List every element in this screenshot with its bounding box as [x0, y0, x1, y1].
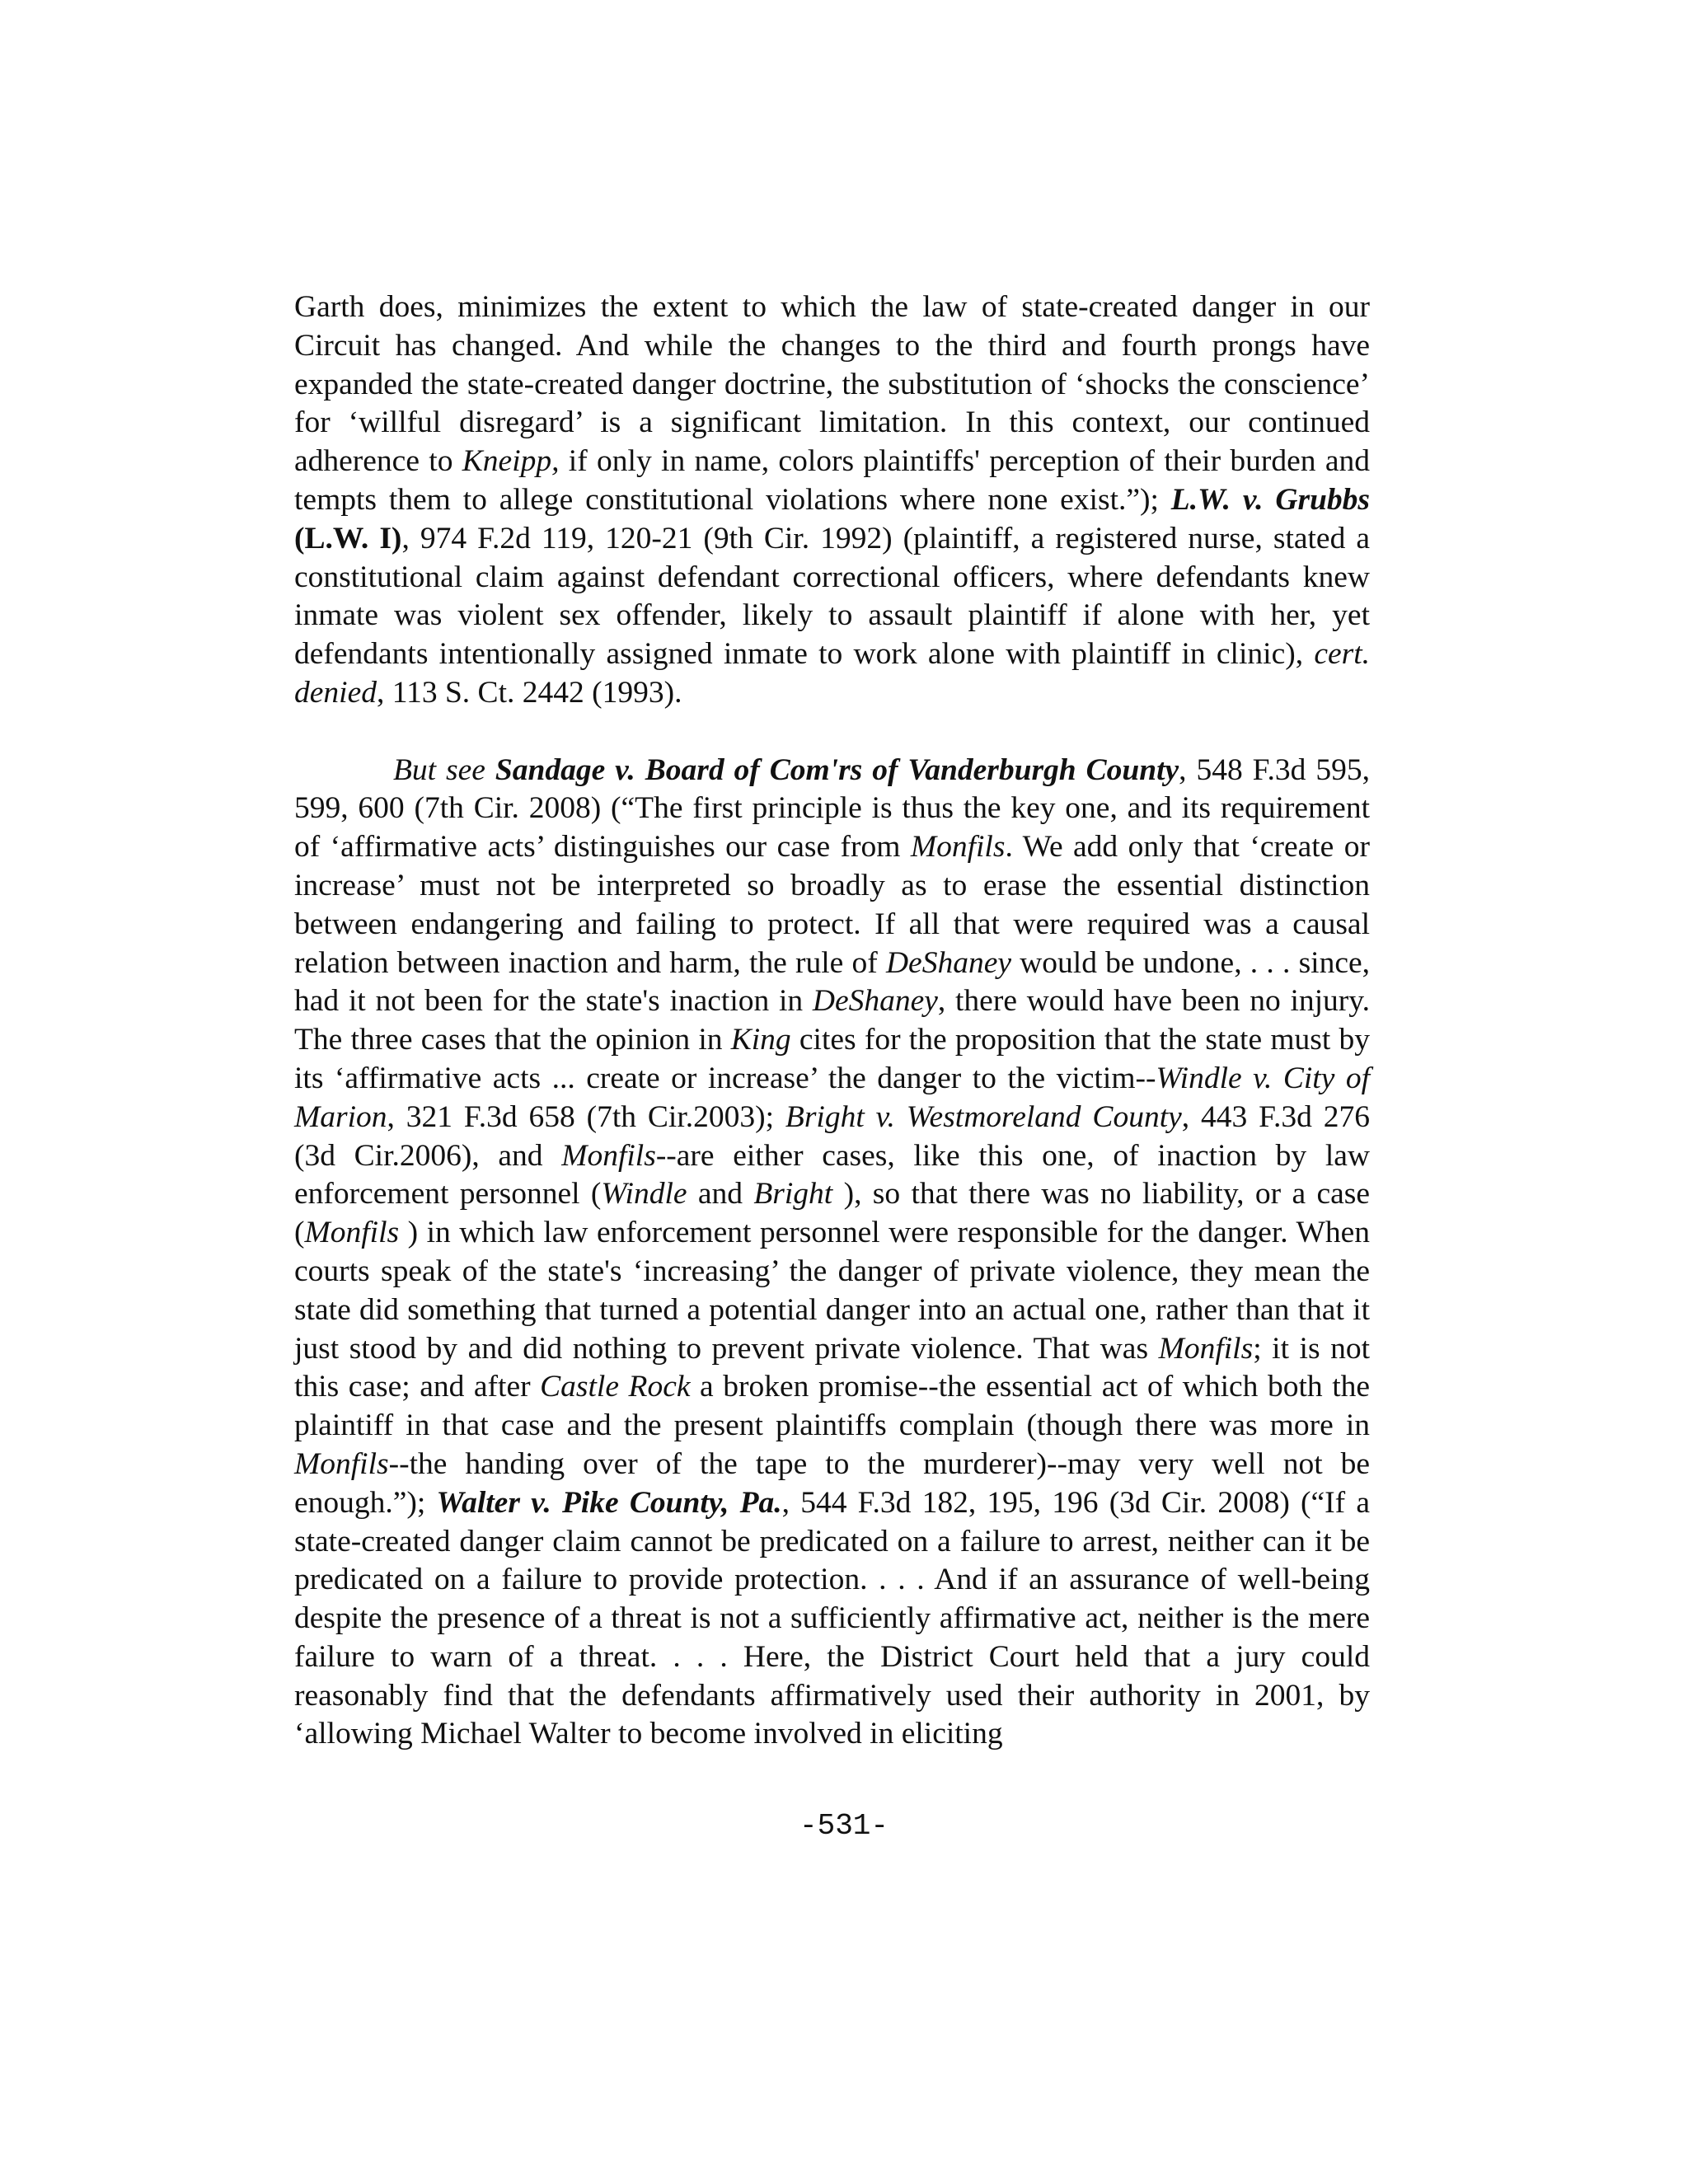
citation-run: (L.W. I): [294, 521, 402, 555]
paragraph: [294, 288, 1370, 713]
text-run: a broken promise--the essential act of which both the plaintiff in that case and the present plaintiffs complain (though there was more in: [294, 1370, 1371, 1443]
citation-run: Monfils: [910, 830, 1006, 865]
citation-run: Windle: [601, 1177, 687, 1212]
citation-run: DeShaney: [812, 984, 938, 1019]
citation-run: Monfils: [561, 1138, 656, 1173]
text-run: , 548 F.3d 595, 599, 600 (7th Cir. 2008) (“The first principle is thus the key one, and its requirement of ‘affirmative acts’ distinguishes our case from: [294, 752, 1370, 865]
text-run: --the handing over of the tape to the murderer)--may very well not be enough.”);: [294, 1446, 1370, 1520]
text-run: , 113 S. Ct. 2442 (1993).: [376, 675, 682, 710]
text-run: ), so that there was no liability, or a case (: [294, 1177, 1370, 1250]
citation-run: Monfils: [294, 1446, 389, 1481]
citation-run: DeShaney: [885, 945, 1011, 980]
text-run: , there would have been no injury. The three cases that the opinion in: [294, 984, 1370, 1057]
text-run: Garth does, minimizes the extent to which the law of state-created danger in our Circuit has changed. And while the changes to the third and fourth prongs have expanded the state-created danger doctrine, the substitution of ‘shocks the conscience’ for ‘willful disregard’ is a significant limitation. In this context, our continued adherence to: [294, 290, 1370, 479]
citation-run: Bright: [753, 1177, 833, 1212]
text-run: , 544 F.3d 182, 195, 196 (3d Cir. 2008) (“If a state-created danger claim cannot be predicated on a failure to arrest, neither can it be predicated on a failure to provide protection. . . . And if an assurance of well-being despite the presence of a threat is not a sufficiently affirmative act, neither is the mere failure to warn of a threat. . . . Here, the District Court held that a jury could reasonably find that the defendants affirmatively used their authority in 2001, by ‘allowing Michael Walter to become involved in eliciting: [294, 1485, 1370, 1751]
citation-run: Castle Rock: [540, 1370, 691, 1404]
citation-run: Monfils: [304, 1216, 400, 1250]
text-run: and: [687, 1177, 754, 1212]
citation-run: Sandage v. Board of Com'rs of Vanderburgh County: [495, 752, 1179, 787]
citation-run: cert. denied: [294, 637, 1370, 710]
text-run: , 443 F.3d 276 (3d Cir.2006), and: [294, 1099, 1371, 1173]
text-run: --are either cases, like this one, of inaction by law enforcement personnel (: [294, 1138, 1370, 1212]
citation-run: Windle v. City of Marion: [294, 1061, 1370, 1134]
text-run: , 321 F.3d 658 (7th Cir.2003);: [387, 1099, 785, 1134]
text-run: ; it is not this case; and after: [294, 1331, 1371, 1404]
citation-run: Monfils: [1158, 1331, 1254, 1366]
text-run: if only in name, colors plaintiffs' perception of their burden and tempts them to allege constitutional violations where none exist.”);: [294, 444, 1370, 517]
text-run: cites for the proposition that the state must by its ‘affirmative acts ... create or increase’ the danger to the victim--: [294, 1023, 1370, 1095]
text-run: . We add only that ‘create or increase’ must not be interpreted so broadly as to erase the essential distinction between endangering and failing to protect. If all that were required was a causal relation between inaction and harm, the rule of: [294, 830, 1370, 980]
page-number: -531-: [799, 1809, 889, 1843]
text-run: , 974 F.2d 119, 120-21 (9th Cir. 1992) (plaintiff, a registered nurse, stated a constitutional claim against defendant correctional officers, where defendants knew inmate was violent sex offender, likely to assault plaintiff if alone with her, yet defendants intentionally assigned inmate to work alone with plaintiff in clinic),: [294, 521, 1371, 672]
paragraph: [294, 752, 1370, 1755]
body-text: [294, 288, 1370, 1754]
text-run: ) in which law enforcement personnel were responsible for the danger. When courts speak of the state's ‘increasing’ the danger of private violence, they mean the state did something that turned a potential danger into an actual one, rather than that it just stood by and did nothing to prevent private violence. That was: [294, 1216, 1370, 1366]
citation-run: L.W. v. Grubbs: [1170, 482, 1371, 517]
citation-run: Kneipp,: [462, 444, 560, 479]
citation-run: But see: [393, 752, 495, 787]
text-run: would be undone, . . . since, had it not been for the state's inaction in: [294, 945, 1371, 1019]
citation-run: Walter v. Pike County, Pa.: [436, 1485, 782, 1520]
citation-run: King: [730, 1023, 791, 1057]
citation-run: Bright v. Westmoreland County: [785, 1099, 1182, 1134]
